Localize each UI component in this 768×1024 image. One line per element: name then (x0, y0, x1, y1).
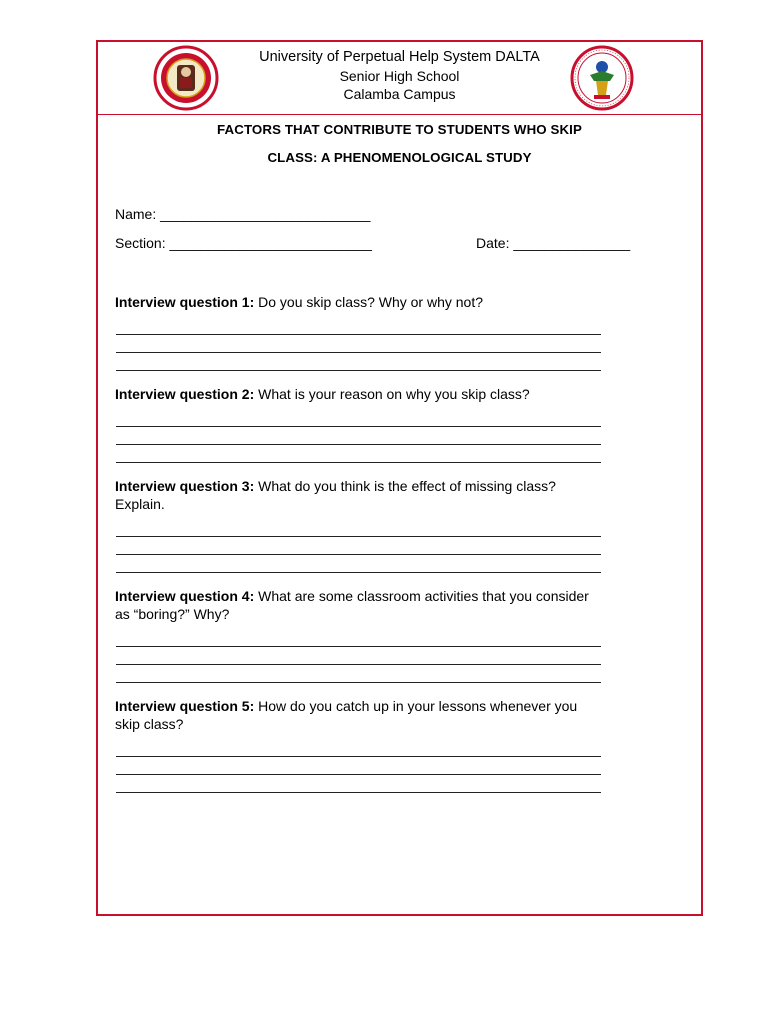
document-title-line-1: FACTORS THAT CONTRIBUTE TO STUDENTS WHO SKIP (217, 122, 582, 137)
answer-line (116, 444, 601, 445)
answer-line (116, 664, 601, 665)
answer-line (116, 462, 601, 463)
question-text: What is your reason on why you skip class? (254, 386, 530, 402)
date-field: Date: _______________ (476, 235, 631, 251)
answer-line (116, 756, 601, 757)
question-text: What do you think is the effect of missing class? Explain. (115, 478, 556, 512)
question-label: Interview question 1: (115, 294, 255, 310)
university-name: University of Perpetual Help System DALTA (259, 49, 540, 65)
question-label: Interview question 5: (115, 698, 255, 714)
answer-line (116, 646, 601, 647)
answer-line (116, 334, 601, 335)
interview-question-3 (115, 477, 595, 513)
header (98, 42, 701, 115)
section-field: Section: __________________________ (115, 235, 372, 251)
answer-line (116, 352, 601, 353)
question-label: Interview question 2: (115, 386, 255, 402)
question-text: Do you skip class? Why or why not? (254, 294, 484, 310)
interview-question-2 (115, 385, 595, 403)
answer-line (116, 774, 601, 775)
answer-line (116, 426, 601, 427)
answer-line (116, 554, 601, 555)
interview-question-4 (115, 587, 595, 623)
answer-line (116, 370, 601, 371)
answer-line (116, 792, 601, 793)
interview-question-5 (115, 697, 595, 733)
school-name: Senior High School (339, 68, 460, 84)
question-text: What are some classroom activities that you consider as “boring?” Why? (115, 588, 589, 622)
answer-line (116, 572, 601, 573)
question-label: Interview question 4: (115, 588, 255, 604)
name-field: Name: ___________________________ (115, 206, 371, 222)
question-text: How do you catch up in your lessons whenever you skip class? (115, 698, 578, 732)
senior-high-school-logo (570, 45, 634, 111)
interview-question-1 (115, 293, 595, 311)
question-label: Interview question 3: (115, 478, 255, 494)
campus-name: Calamba Campus (343, 86, 456, 102)
answer-line (116, 682, 601, 683)
answer-line (116, 536, 601, 537)
document-title-line-2: CLASS: A PHENOMENOLOGICAL STUDY (267, 150, 532, 165)
document-frame (96, 40, 703, 916)
